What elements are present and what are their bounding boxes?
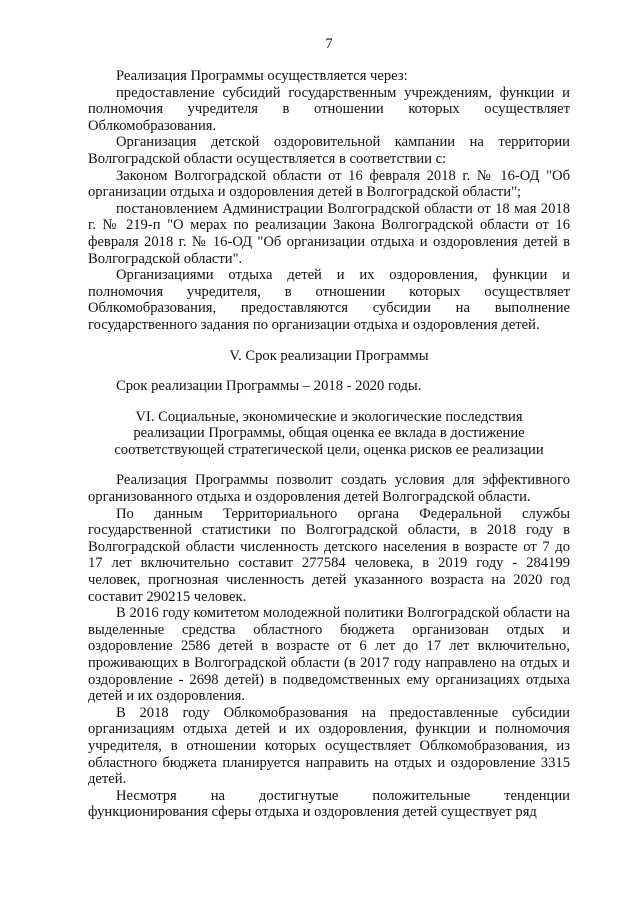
paragraph: предоставление субсидий государственным учреждениям, функции и полномочия учредителя в отношении которых осуществляет Облкомобразования. — [88, 84, 570, 134]
page-content — [88, 68, 570, 821]
paragraph: Реализация Программы позволит создать условия для эффективного организованного отдыха и оздоровления детей Волгоградской области. — [88, 472, 570, 506]
paragraph: Несмотря на достигнутые положительные тенденции функционирования сферы отдыха и оздоровления детей существует ряд — [88, 787, 570, 821]
spacer — [88, 395, 570, 409]
paragraph: В 2018 году Облкомобразования на предоставленные субсидии организациям отдыха детей и их оздоровления, функции и полномочия учредителя, в отношении которых осуществляет Облкомобразования, из областного бюджета планируется направить на отдых и оздоровление 3315 детей. — [88, 704, 570, 788]
section-heading-vi-line: VI. Социальные, экономические и экологические последствия — [135, 408, 523, 425]
spacer — [88, 364, 570, 378]
spacer — [88, 458, 570, 472]
paragraph: Организация детской оздоровительной кампании на территории Волгоградской области осуществляется в соответствии с: — [88, 134, 570, 167]
paragraph: По данным Территориального органа Федеральной службы государственной статистики по Волгоградской области, в 2018 году в Волгоградской области численность детского населения в возрасте от 7 до 17 лет включительно составит 277584 человека, в 2019 году - 284199 человек, прогнозная численность детей указанного возраста на 2020 год составит 290215 человек. — [88, 505, 570, 605]
paragraph: Срок реализации Программы – 2018 - 2020 годы. — [116, 378, 422, 395]
paragraph: Реализация Программы осуществляется через: — [116, 68, 408, 84]
paragraph: Организациями отдыха детей и их оздоровления, функции и полномочия учредителя, в отношении которых осуществляет Облкомобразования, предоставляются субсидии на выполнение государственного задания по организации отдыха и оздоровления детей. — [88, 267, 570, 333]
section-heading-vi-line: соответствующей стратегической цели, оценка рисков ее реализации — [114, 441, 544, 458]
spacer — [88, 334, 570, 348]
section-heading-v: V. Срок реализации Программы — [229, 347, 429, 364]
paragraph: постановлением Администрации Волгоградской области от 18 мая 2018 г. № 219-п "О мерах по реализации Закона Волгоградской области от 16 февраля 2018 г. № 16-ОД "Об организации отдыха и оздоровления детей в Волгоградской области". — [88, 200, 570, 267]
page-number: 7 — [325, 36, 333, 52]
paragraph: Законом Волгоградской области от 16 февраля 2018 г. № 16-ОД "Об организации отдыха и оздоровления детей в Волгоградской области"; — [88, 167, 570, 201]
section-heading-vi-line: реализации Программы, общая оценка ее вклада в достижение — [133, 425, 525, 442]
paragraph: В 2016 году комитетом молодежной политики Волгоградской области на выделенные средства областного бюджета организован отдых и оздоровление 2586 детей в возрасте от 6 лет до 17 лет включительно, проживающих в Волгоградской области (в 2017 году направлено на отдых и оздоровление - 2698 детей) в подведомственных ему организациях отдыха детей и их оздоровления. — [88, 605, 570, 705]
